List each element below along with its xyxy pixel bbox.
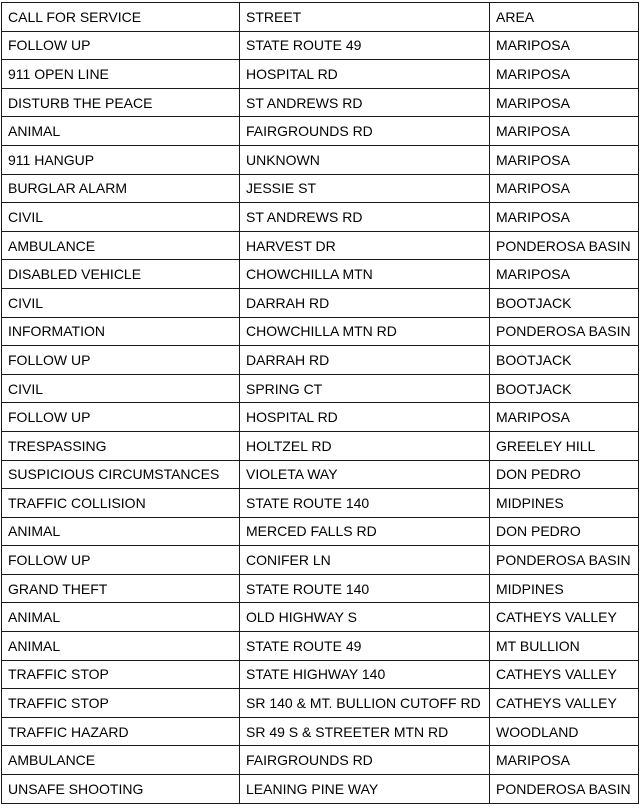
- street-cell: FAIRGROUNDS RD: [240, 746, 490, 775]
- area-cell: CATHEYS VALLEY: [490, 603, 639, 632]
- street-cell: CHOWCHILLA MTN RD: [240, 317, 490, 346]
- area-cell: MARIPOSA: [490, 145, 639, 174]
- table-row: [2, 717, 639, 746]
- street-cell: OLD HIGHWAY S: [240, 603, 490, 632]
- area-cell: PONDEROSA BASIN: [490, 775, 639, 804]
- street-cell: STATE ROUTE 140: [240, 574, 490, 603]
- area-cell: MT BULLION: [490, 632, 639, 661]
- area-cell: BOOTJACK: [490, 374, 639, 403]
- table-row: [2, 174, 639, 203]
- street-cell: FAIRGROUNDS RD: [240, 117, 490, 146]
- street-cell: STATE HIGHWAY 140: [240, 660, 490, 689]
- table-row: [2, 60, 639, 89]
- street-cell: STATE ROUTE 49: [240, 31, 490, 60]
- table-row: [2, 775, 639, 804]
- street-cell: VIOLETA WAY: [240, 460, 490, 489]
- header-street: STREET: [240, 3, 490, 32]
- table-row: [2, 574, 639, 603]
- street-cell: HOSPITAL RD: [240, 403, 490, 432]
- area-cell: MARIPOSA: [490, 31, 639, 60]
- street-cell: ST ANDREWS RD: [240, 88, 490, 117]
- table-row: [2, 288, 639, 317]
- area-cell: MARIPOSA: [490, 117, 639, 146]
- calls-for-service-table: [1, 2, 639, 804]
- table-row: [2, 117, 639, 146]
- call-type-cell: FOLLOW UP: [2, 31, 240, 60]
- call-type-cell: TRAFFIC STOP: [2, 660, 240, 689]
- area-cell: MIDPINES: [490, 489, 639, 518]
- table-row: [2, 260, 639, 289]
- table-row: [2, 460, 639, 489]
- area-cell: DON PEDRO: [490, 460, 639, 489]
- street-cell: LEANING PINE WAY: [240, 775, 490, 804]
- call-type-cell: TRAFFIC STOP: [2, 689, 240, 718]
- area-cell: MARIPOSA: [490, 746, 639, 775]
- area-cell: BOOTJACK: [490, 288, 639, 317]
- table-row: [2, 746, 639, 775]
- call-type-cell: TRESPASSING: [2, 431, 240, 460]
- area-cell: MARIPOSA: [490, 174, 639, 203]
- street-cell: SPRING CT: [240, 374, 490, 403]
- street-cell: CONIFER LN: [240, 546, 490, 575]
- street-cell: MERCED FALLS RD: [240, 517, 490, 546]
- call-type-cell: DISABLED VEHICLE: [2, 260, 240, 289]
- street-cell: STATE ROUTE 140: [240, 489, 490, 518]
- area-cell: MIDPINES: [490, 574, 639, 603]
- table-row: [2, 632, 639, 661]
- street-cell: UNKNOWN: [240, 145, 490, 174]
- table-row: [2, 317, 639, 346]
- area-cell: DON PEDRO: [490, 517, 639, 546]
- area-cell: PONDEROSA BASIN: [490, 546, 639, 575]
- table-row: [2, 660, 639, 689]
- call-type-cell: DISTURB THE PEACE: [2, 88, 240, 117]
- table-row: [2, 145, 639, 174]
- area-cell: MARIPOSA: [490, 203, 639, 232]
- call-type-cell: SUSPICIOUS CIRCUMSTANCES: [2, 460, 240, 489]
- header-area: AREA: [490, 3, 639, 32]
- call-type-cell: 911 HANGUP: [2, 145, 240, 174]
- street-cell: DARRAH RD: [240, 346, 490, 375]
- call-type-cell: CIVIL: [2, 288, 240, 317]
- call-type-cell: CIVIL: [2, 203, 240, 232]
- table-row: [2, 231, 639, 260]
- street-cell: JESSIE ST: [240, 174, 490, 203]
- area-cell: PONDEROSA BASIN: [490, 231, 639, 260]
- call-type-cell: TRAFFIC HAZARD: [2, 717, 240, 746]
- table-row: [2, 31, 639, 60]
- table-row: [2, 88, 639, 117]
- street-cell: STATE ROUTE 49: [240, 632, 490, 661]
- area-cell: GREELEY HILL: [490, 431, 639, 460]
- street-cell: HOSPITAL RD: [240, 60, 490, 89]
- street-cell: HARVEST DR: [240, 231, 490, 260]
- call-type-cell: ANIMAL: [2, 632, 240, 661]
- call-type-cell: TRAFFIC COLLISION: [2, 489, 240, 518]
- area-cell: MARIPOSA: [490, 403, 639, 432]
- table-header-row: [2, 3, 639, 32]
- header-call-for-service: CALL FOR SERVICE: [2, 3, 240, 32]
- area-cell: CATHEYS VALLEY: [490, 689, 639, 718]
- street-cell: SR 140 & MT. BULLION CUTOFF RD: [240, 689, 490, 718]
- street-cell: SR 49 S & STREETER MTN RD: [240, 717, 490, 746]
- street-cell: DARRAH RD: [240, 288, 490, 317]
- area-cell: MARIPOSA: [490, 260, 639, 289]
- table-row: [2, 203, 639, 232]
- call-type-cell: AMBULANCE: [2, 746, 240, 775]
- table-row: [2, 346, 639, 375]
- call-type-cell: UNSAFE SHOOTING: [2, 775, 240, 804]
- area-cell: BOOTJACK: [490, 346, 639, 375]
- area-cell: CATHEYS VALLEY: [490, 660, 639, 689]
- call-type-cell: BURGLAR ALARM: [2, 174, 240, 203]
- table-row: [2, 431, 639, 460]
- area-cell: WOODLAND: [490, 717, 639, 746]
- call-type-cell: FOLLOW UP: [2, 403, 240, 432]
- call-type-cell: ANIMAL: [2, 603, 240, 632]
- call-type-cell: GRAND THEFT: [2, 574, 240, 603]
- call-type-cell: CIVIL: [2, 374, 240, 403]
- street-cell: CHOWCHILLA MTN: [240, 260, 490, 289]
- call-type-cell: INFORMATION: [2, 317, 240, 346]
- table-row: [2, 546, 639, 575]
- call-type-cell: FOLLOW UP: [2, 346, 240, 375]
- call-type-cell: ANIMAL: [2, 117, 240, 146]
- table-row: [2, 603, 639, 632]
- table-row: [2, 689, 639, 718]
- area-cell: PONDEROSA BASIN: [490, 317, 639, 346]
- call-type-cell: FOLLOW UP: [2, 546, 240, 575]
- street-cell: HOLTZEL RD: [240, 431, 490, 460]
- call-type-cell: ANIMAL: [2, 517, 240, 546]
- table-row: [2, 374, 639, 403]
- call-type-cell: 911 OPEN LINE: [2, 60, 240, 89]
- area-cell: MARIPOSA: [490, 60, 639, 89]
- table-row: [2, 517, 639, 546]
- table-row: [2, 489, 639, 518]
- table-body: [2, 31, 639, 803]
- area-cell: MARIPOSA: [490, 88, 639, 117]
- call-type-cell: AMBULANCE: [2, 231, 240, 260]
- street-cell: ST ANDREWS RD: [240, 203, 490, 232]
- table-row: [2, 403, 639, 432]
